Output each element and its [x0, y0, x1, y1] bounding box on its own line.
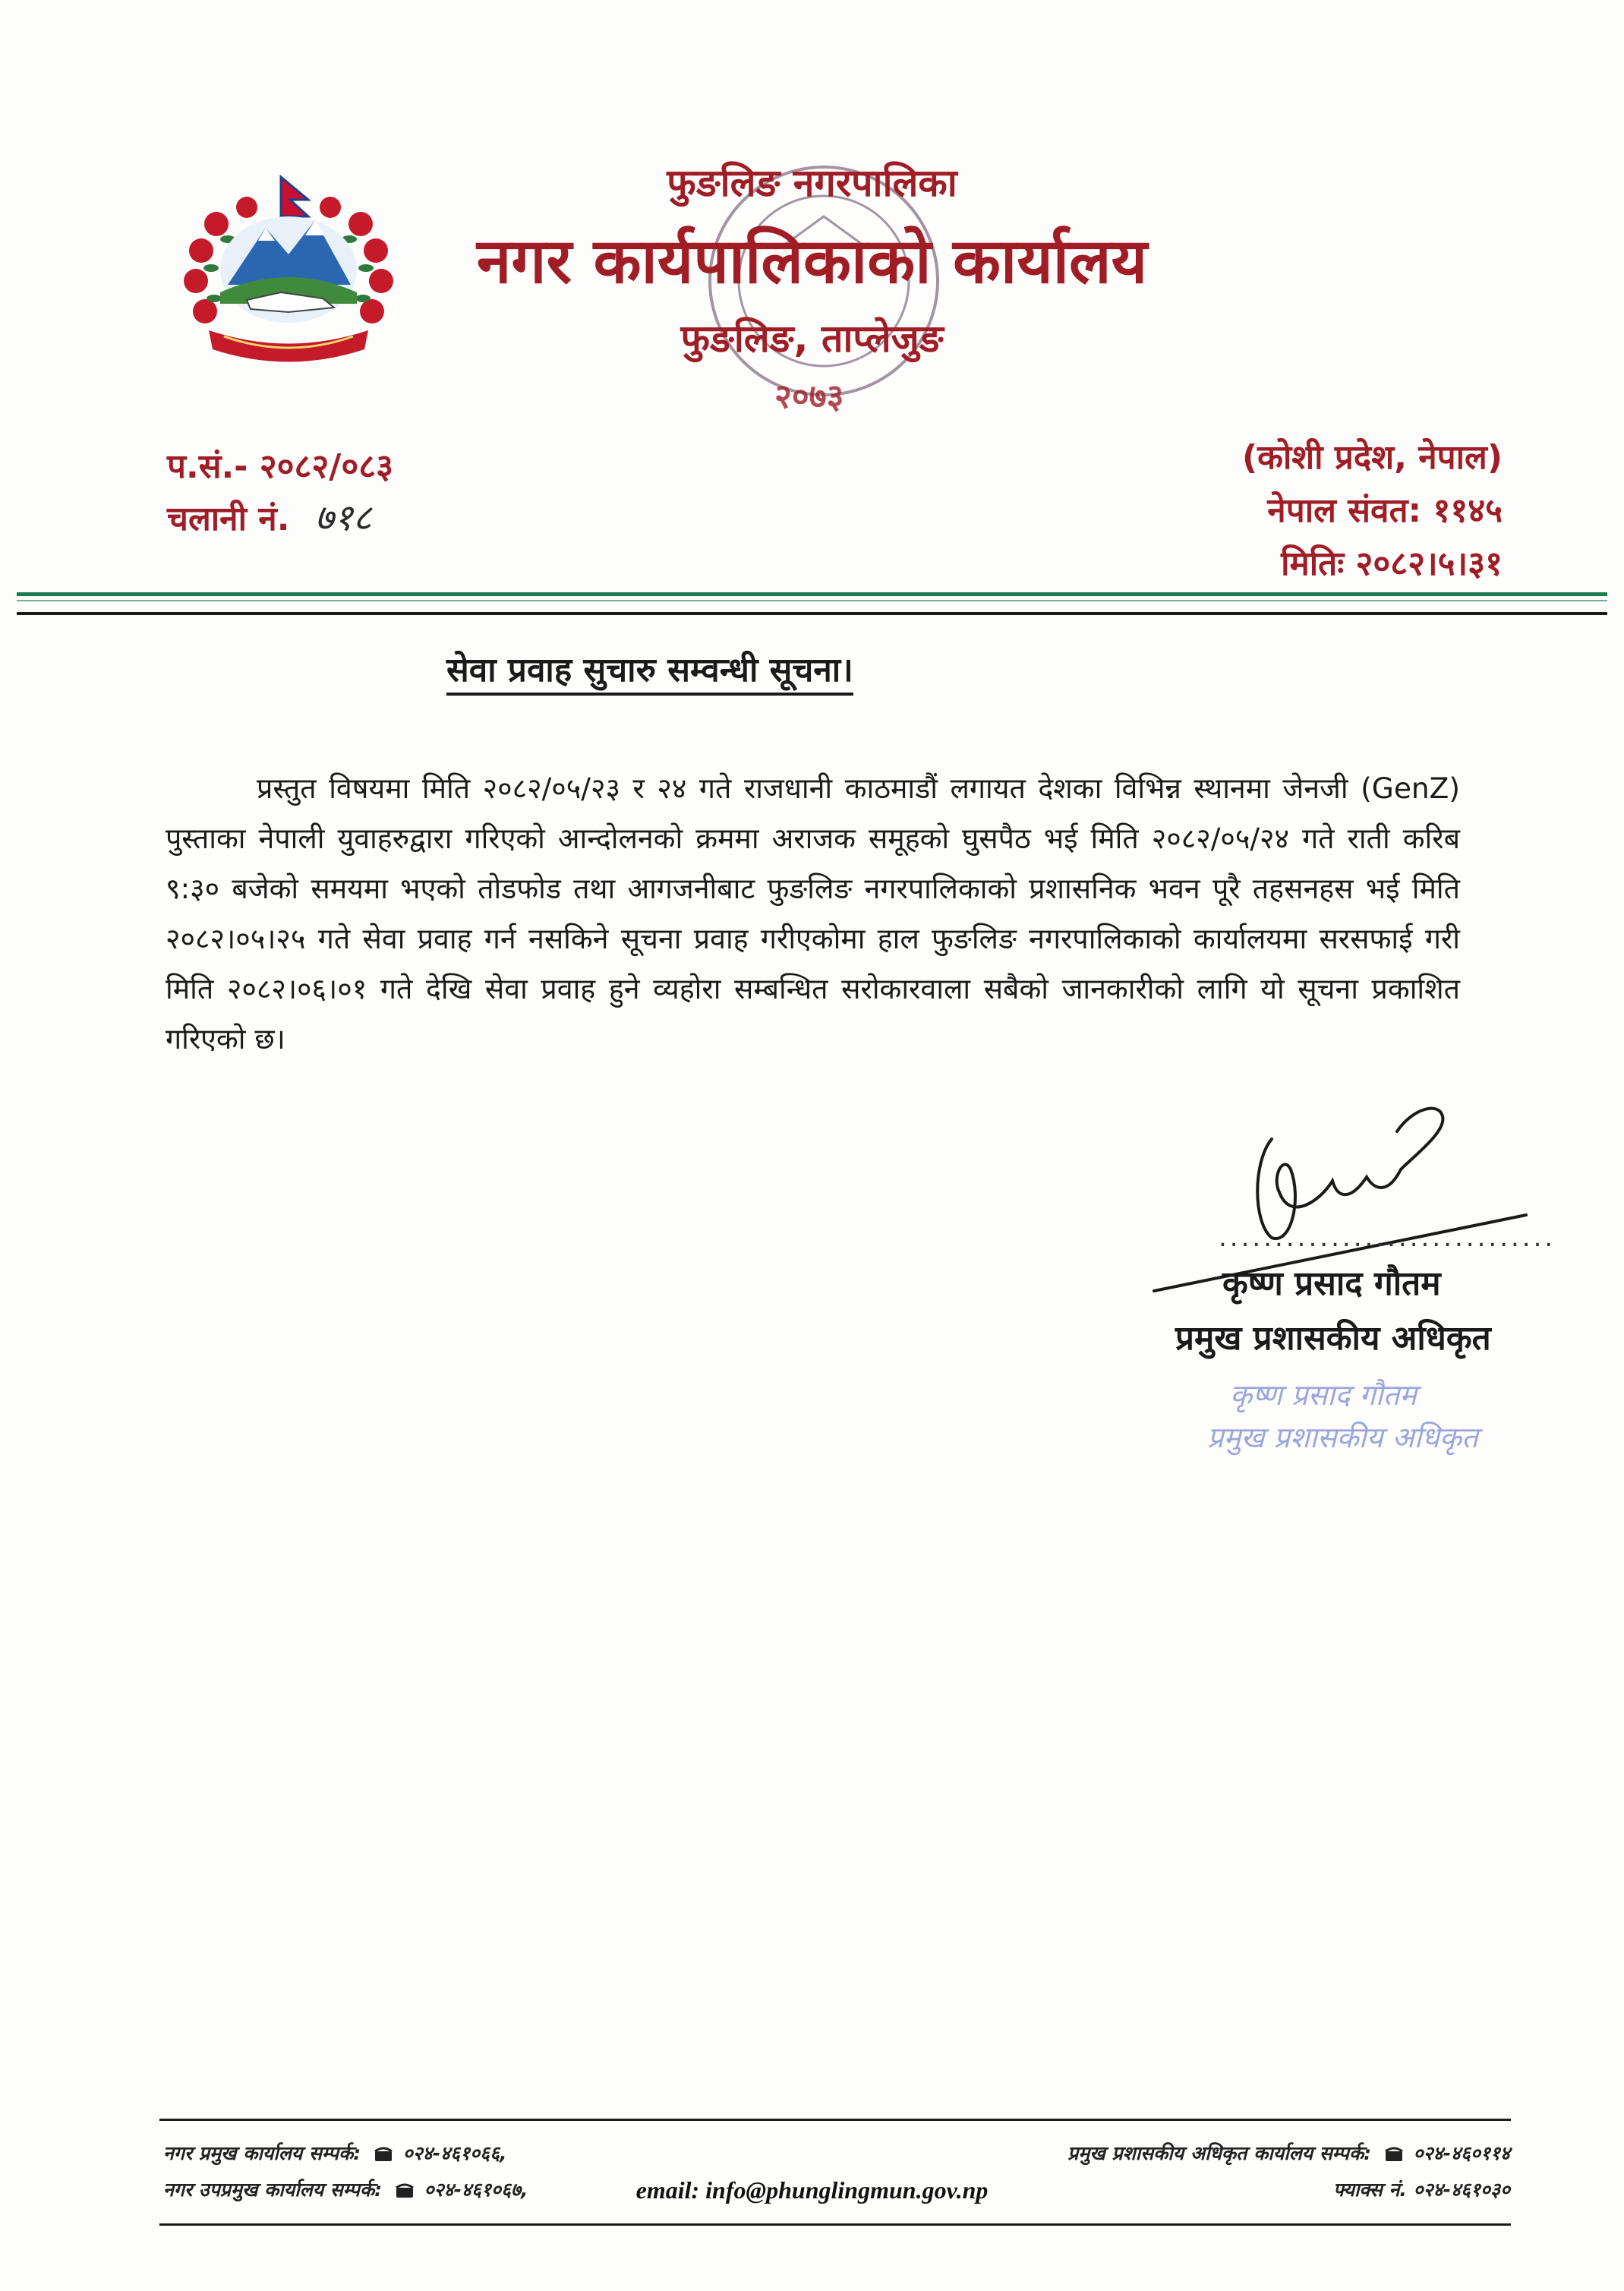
footer-cao-contact — [1067, 2140, 1510, 2166]
deputy-contact-phone: ०२४-४६१०६७, — [424, 2179, 528, 2201]
name-stamp-title: प्रमुख प्रशासकीय अधिकृत — [1207, 1421, 1478, 1454]
cao-contact-phone: ०२४-४६०११४ — [1413, 2142, 1510, 2164]
date-value: २०८२।५।३१ — [1355, 544, 1503, 583]
nepal-sambat — [1267, 486, 1503, 532]
patra-sankhya — [167, 442, 393, 488]
signatory-name: कृष्ण प्रसाद गौतम — [1222, 1264, 1441, 1303]
deputy-contact-label: नगर उपप्रमुख कार्यालय सम्पर्क: — [163, 2179, 383, 2201]
province: (कोशी प्रदेश, नेपाल) — [1241, 438, 1503, 477]
notice-body — [166, 763, 1460, 1064]
footer-email[interactable]: email: info@phunglingmun.gov.np — [635, 2176, 989, 2204]
office-title: नगर कार्यपालिकाको कार्यालय — [476, 226, 1148, 298]
patra-sankhya-value: २०८२/०८३ — [259, 447, 393, 486]
patra-sankhya-label: प.सं.- — [167, 447, 248, 486]
signatory-title: प्रमुख प्रशासकीय अधिकृत — [1175, 1319, 1491, 1358]
nepal-sambat-value: ११४५ — [1433, 491, 1503, 530]
stamp-year: २०७३ — [774, 377, 844, 416]
chalani-label: चलानी नं. — [167, 500, 290, 538]
fax-label: फ्याक्स नं. — [1333, 2179, 1407, 2201]
notice-body-text: प्रस्तुत विषयमा मिति २०८२/०५/२३ र २४ गते राजधानी काठमाडौं लगायत देशका विभिन्न स्थानमा जेनजी (GenZ) पुस्ताका नेपाली युवाहरुद्वारा गरिएको आन्दोलनको क्रममा अराजक समूहको घुसपैठ भई मिति २०८२/०५/२४ गते राती करिब ९:३० बजेको समयमा भएको तोडफोड तथा आगजनीबाट फुङलिङ नगरपालिकाको प्रशासनिक भवन पूरै तहसनहस भई मिति २०८२।०५।२५ गते सेवा प्रवाह गर्न नसकिने सूचना प्रवाह गरीएकोमा हाल फुङलिङ नगरपालिकाको कार्यालयमा सरसफाई गरी मिति २०८२।०६।०१ गते देखि सेवा प्रवाह हुने व्यहोरा सम्बन्धित सरोकारवाला सबैको जानकारीको लागि यो सूचना प्रकाशित गरिएको छ। — [166, 772, 1460, 1056]
name-stamp-name: कृष्ण प्रसाद गौतम — [1230, 1378, 1417, 1412]
cao-contact-label: प्रमुख प्रशासकीय अधिकृत कार्यालय सम्पर्क: — [1067, 2142, 1372, 2164]
notice-subject: सेवा प्रवाह सुचारु सम्वन्धी सूचना। — [446, 645, 853, 696]
header-divider-black — [17, 612, 1607, 615]
date-label: मितिः — [1281, 544, 1345, 583]
signature-dotted-line: .............................. — [1219, 1223, 1556, 1253]
fax-number: ०२४-४६१०३० — [1413, 2179, 1510, 2201]
chalani-number — [167, 492, 372, 541]
header-divider-green-thin — [17, 600, 1607, 601]
office-address: फुङलिङ, ताप्लेजुङ — [680, 317, 944, 361]
phone-icon — [374, 2145, 393, 2162]
nepal-sambat-label: नेपाल संवत: — [1267, 491, 1422, 530]
mayor-contact-phone: ०२४-४६१०६६, — [402, 2142, 507, 2164]
municipality-name: फुङलिङ नगरपालिका — [667, 161, 957, 205]
footer-mayor-contact — [163, 2140, 507, 2166]
footer-fax — [1333, 2176, 1510, 2202]
chalani-handwritten-value: ७१८ — [314, 497, 372, 539]
header-divider-green — [17, 592, 1607, 596]
mayor-contact-label: नगर प्रमुख कार्यालय सम्पर्क: — [163, 2142, 361, 2164]
issue-date — [1281, 539, 1503, 585]
phone-icon — [1384, 2145, 1404, 2162]
footer-divider-bottom — [159, 2223, 1511, 2226]
footer-divider-top — [159, 2119, 1511, 2121]
